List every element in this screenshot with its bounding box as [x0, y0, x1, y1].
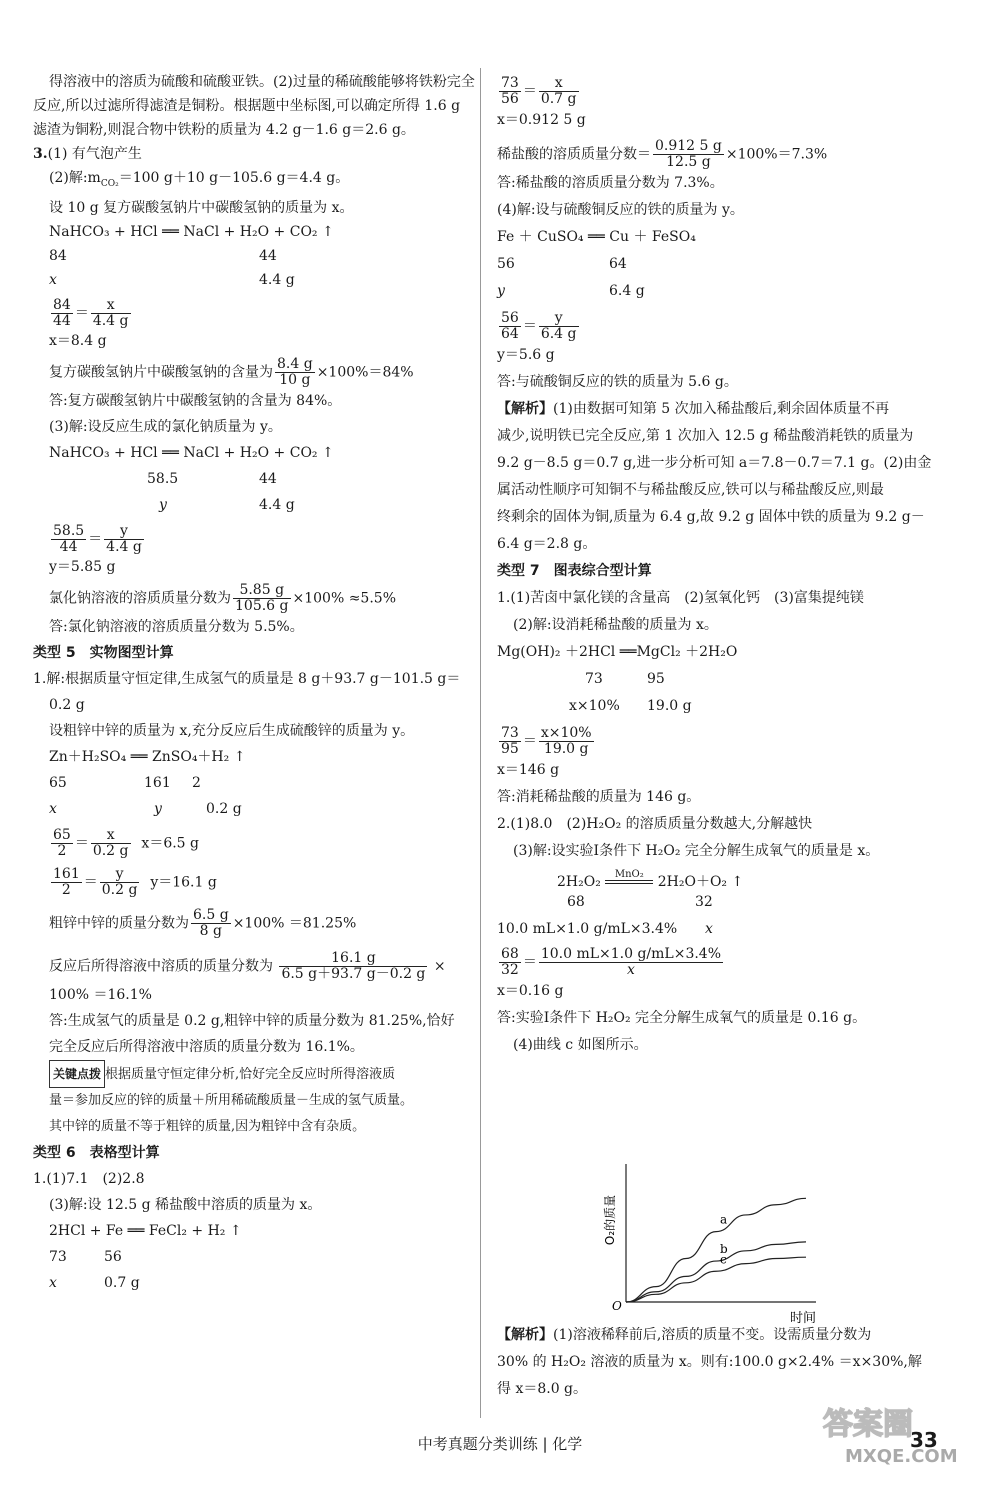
text: 氯化钠溶液的溶质质量分数为	[49, 590, 231, 607]
denominator: 64	[501, 326, 519, 342]
numerator: 6.5 g	[193, 906, 229, 923]
y-axis-label: O₂的质量	[603, 1194, 617, 1246]
text-line: (4)曲线 c 如图所示。	[513, 1037, 648, 1053]
equation-coef: 73	[585, 671, 603, 687]
equation-var: 10.0 mL×1.0 g/mL×3.4%	[497, 921, 678, 937]
numerator: 73	[501, 75, 519, 91]
text-line: 2.(1)8.0 (2)H₂O₂ 的溶质质量分数越大,分解越快	[497, 816, 813, 832]
equals: ＝	[83, 874, 98, 891]
text-line: 1.(1)7.1 (2)2.8	[33, 1170, 145, 1187]
fraction-equation	[497, 76, 927, 107]
text-line: (3)解:设实验Ⅰ条件下 H₂O₂ 完全分解生成氧气的质量是 x。	[513, 843, 880, 859]
equation: NaHCO₃ + HCl ══ NaCl + H₂O + CO₂ ↑	[49, 444, 334, 461]
equation-var: x	[705, 921, 713, 937]
fraction-equation	[33, 828, 463, 859]
svg-text:MXQE.COM: MXQE.COM	[845, 1446, 958, 1467]
equation-var: x×10%	[569, 698, 620, 714]
text-line: 设粗锌中锌的质量为 x,充分反应后生成硫酸锌的质量为 y。	[49, 722, 415, 739]
equation-var: 4.4 g	[259, 271, 295, 288]
fraction-equation	[33, 524, 463, 555]
numerator: 68	[501, 946, 519, 962]
text-line: 1.(1)苦卤中氯化镁的含量高 (2)氢氧化钙 (3)富集提纯镁	[497, 590, 864, 606]
section-heading: 类型 6 表格型计算	[33, 1144, 160, 1161]
text-line: 其中锌的质量不等于粗锌的质量,因为粗锌中含有杂质。	[49, 1118, 366, 1134]
fraction-equation	[33, 298, 463, 329]
equation-var: x	[49, 1274, 57, 1291]
equation-coef: 95	[647, 671, 665, 687]
text: ×100%＝7.3%	[725, 146, 828, 163]
text: 稀盐酸的溶质质量分数＝	[497, 146, 651, 163]
equals: ＝	[88, 531, 103, 548]
x-axis-label: 时间	[790, 1311, 817, 1325]
denominator: 44	[53, 312, 71, 329]
equation-coef: 84	[49, 247, 67, 264]
text-line: 得溶液中的溶质为硫酸和硫酸亚铁。(2)过量的稀硫酸能够将铁粉完全	[49, 74, 475, 90]
result-line: x＝146 g	[497, 762, 560, 778]
fraction-equation	[33, 867, 463, 898]
percent-line	[33, 908, 463, 939]
text-line: 0.2 g	[49, 696, 85, 713]
text: ×100%＝84%	[316, 364, 414, 381]
equation-coef: 2	[192, 774, 201, 791]
fraction-equation	[497, 311, 927, 342]
chart-curves	[626, 1198, 806, 1302]
numerator: 58.5	[53, 522, 85, 539]
numerator: 16.1 g	[279, 951, 427, 967]
equation-var: 0.2 g	[206, 800, 242, 817]
percent-line	[33, 357, 463, 388]
equation-coef: 44	[259, 247, 277, 264]
equation-coef: 68	[567, 894, 585, 910]
text-line: (1) 有气泡产生	[47, 146, 142, 162]
denominator: 4.4 g	[106, 538, 142, 555]
curve-label-c: c	[720, 1252, 727, 1267]
denominator: 19.0 g	[543, 741, 589, 757]
result-line: y＝5.85 g	[49, 558, 116, 575]
denominator: 12.5 g	[666, 154, 711, 170]
percent-line	[33, 583, 463, 614]
curve-c	[626, 1257, 806, 1302]
equation-coef: 65	[49, 774, 67, 791]
svg-text:答案圈: 答案圈	[823, 1407, 913, 1442]
percent-line	[33, 951, 463, 982]
column-divider	[480, 68, 481, 1418]
text-line: 量＝参加反应的锌的质量＋所用稀硫酸质量－生成的氢气质量。	[49, 1092, 414, 1108]
equals: ＝	[522, 954, 537, 971]
text: ×	[433, 958, 446, 975]
equation-catalyst	[497, 869, 927, 889]
text-line: (1)由数据可知第 5 次加入稀盐酸后,剩余固体质量不再	[553, 401, 890, 417]
left-column	[33, 70, 475, 1296]
denominator: 4.4 g	[92, 312, 129, 329]
result-line: x＝0.16 g	[497, 983, 564, 999]
analysis-tag: 【解析】	[497, 1327, 553, 1343]
equation-var: y	[159, 496, 167, 513]
text-line: (2)解:m	[49, 170, 101, 186]
answer-line: 答:氯化钠溶液的溶质质量分数为 5.5%。	[49, 618, 304, 635]
text-line: 终剩余的固体为铜,质量为 6.4 g,故 9.2 g 固体中铁的质量为 9.2 g－	[497, 509, 925, 525]
denominator: 8 g	[199, 922, 222, 939]
denominator: 56	[501, 91, 519, 107]
numerator: x×10%	[540, 725, 592, 741]
equals: ＝	[522, 83, 537, 100]
numerator: 10.0 mL×1.0 g/mL×3.4%	[540, 946, 722, 962]
equation-var: x	[49, 271, 57, 288]
question-number: 3.	[33, 146, 48, 162]
equation-right: 2H₂O＋O₂ ↑	[657, 874, 744, 890]
denominator: 0.2 g	[92, 842, 129, 859]
equation-coef: 58.5	[147, 470, 179, 487]
text-line: (4)解:设与硫酸铜反应的铁的质量为 y。	[497, 202, 744, 218]
answer-line: 答:与硫酸铜反应的铁的质量为 5.6 g。	[497, 374, 738, 390]
origin-label: O	[612, 1299, 622, 1313]
equation-var: 6.4 g	[609, 283, 645, 299]
result-line: y＝5.6 g	[497, 347, 555, 363]
numerator: 5.85 g	[233, 583, 291, 599]
text-line: (1)溶液稀释前后,溶质的质量不变。设需质量分数为	[553, 1327, 872, 1343]
equation-coef: 32	[695, 894, 713, 910]
analysis-tag: 【解析】	[497, 401, 553, 417]
text-line: 滤渣为铜粉,则混合物中铁粉的质量为 4.2 g－1.6 g＝2.6 g。	[33, 122, 415, 138]
text: 复方碳酸氢钠片中碳酸氢钠的含量为	[49, 364, 273, 381]
curve-label-b: b	[720, 1242, 728, 1257]
denominator: x	[626, 962, 635, 978]
numerator: 73	[501, 725, 519, 741]
denominator: 6.5 g＋93.7 g－0.2 g	[281, 965, 426, 982]
denominator: 6.4 g	[540, 326, 577, 342]
denominator: 0.2 g	[101, 881, 138, 898]
text-line: 反应,所以过滤所得滤渣是铜粉。根据题中坐标图,可以确定所得 1.6 g	[33, 98, 461, 114]
percent-line	[497, 139, 927, 170]
equation-left: 2H₂O₂	[557, 874, 601, 890]
fraction-equation	[497, 726, 927, 757]
o2-mass-chart	[578, 1150, 828, 1325]
answer-line: 答:稀盐酸的溶质质量分数为 7.3%。	[497, 175, 724, 191]
section-heading: 类型 5 实物图型计算	[33, 644, 174, 661]
text-line: 属活动性顺序可知铜不与稀盐酸反应,铁可以与稀盐酸反应,则最	[497, 482, 884, 498]
page-footer: 中考真题分类训练 | 化学	[417, 1435, 583, 1453]
denominator: 2	[61, 881, 71, 898]
subscript: CO₂	[100, 178, 119, 189]
text-line: 设 10 g 复方碳酸氢钠片中碳酸氢钠的质量为 x。	[49, 199, 354, 216]
equation-coef: 64	[609, 256, 627, 272]
fraction-equation	[497, 947, 927, 978]
denominator: 32	[501, 962, 519, 978]
equals: ＝	[522, 318, 537, 335]
denominator: 105.6 g	[235, 597, 289, 614]
equation-coef: 161	[144, 774, 171, 791]
equation-var: 4.4 g	[259, 496, 295, 513]
equation: Fe ＋ CuSO₄ ══ Cu ＋ FeSO₄	[497, 229, 696, 245]
numerator: 65	[53, 826, 71, 843]
text-line: ＝100 g＋10 g－105.6 g＝4.4 g。	[118, 170, 350, 186]
text-line: (3)解:设反应生成的氯化钠质量为 y。	[49, 418, 282, 435]
result: x＝6.5 g	[141, 835, 199, 852]
numerator: y	[539, 311, 579, 327]
text-line: 9.2 g－8.5 g＝0.7 g,进一步分析可知 a＝7.8－0.7＝7.1 g。(2)由金	[497, 455, 932, 471]
text-line: 30% 的 H₂O₂ 溶液的质量为 x。则有:100.0 g×2.4% ＝x×30%,解	[497, 1354, 922, 1370]
page-number: 33	[910, 1428, 938, 1452]
equation: Mg(OH)₂ ＋2HCl ══MgCl₂ ＋2H₂O	[497, 644, 738, 660]
text-line: 100% ＝16.1%	[49, 986, 152, 1003]
text-line: 根据质量守恒定律分析,恰好完全反应时所得溶液质	[105, 1066, 396, 1082]
text: 反应后所得溶液中溶质的质量分数为	[49, 958, 273, 975]
equation: Zn＋H₂SO₄ ══ ZnSO₄＋H₂ ↑	[49, 748, 246, 765]
equation-coef: 56	[104, 1248, 122, 1265]
watermark-logo	[815, 1392, 975, 1472]
equals: ＝	[522, 733, 537, 750]
numerator: 56	[501, 310, 519, 326]
numerator: y	[104, 524, 144, 540]
chart-axes	[626, 1164, 816, 1302]
numerator: 161	[53, 865, 80, 882]
catalyst-label: MnO₂	[614, 869, 644, 880]
numerator: y	[100, 867, 140, 883]
result-line: x＝8.4 g	[49, 332, 107, 349]
answer-line: 答:消耗稀盐酸的质量为 146 g。	[497, 789, 701, 805]
numerator: x	[91, 828, 131, 844]
equation-coef: 73	[49, 1248, 67, 1265]
text-line: 得 x＝8.0 g。	[497, 1381, 588, 1397]
equals-sign	[605, 880, 653, 884]
equation-coef: 56	[497, 256, 515, 272]
equation-var: 19.0 g	[647, 698, 692, 714]
numerator: 0.912 5 g	[655, 138, 722, 154]
curve-a	[626, 1198, 806, 1302]
numerator: 8.4 g	[277, 355, 313, 372]
answer-line: 完全反应后所得溶液中溶质的质量分数为 16.1%。	[49, 1038, 364, 1055]
answer-line: 答:生成氢气的质量是 0.2 g,粗锌中锌的质量分数为 81.25%,恰好	[49, 1012, 455, 1029]
denominator: 44	[59, 538, 78, 555]
numerator: x	[91, 298, 131, 314]
equation: NaHCO₃ + HCl ══ NaCl + H₂O + CO₂ ↑	[49, 223, 334, 240]
equals: ＝	[74, 835, 89, 852]
curve-b	[626, 1242, 806, 1302]
equation-var: y	[154, 800, 162, 817]
result: y＝16.1 g	[150, 874, 217, 891]
answer-line: 答:复方碳酸氢钠片中碳酸氢钠的含量为 84%。	[49, 392, 342, 409]
denominator: 95	[501, 741, 519, 757]
equation-var: x	[49, 800, 57, 817]
text: ×100% ≈5.5%	[292, 590, 397, 607]
text-line: 6.4 g＝2.8 g。	[497, 536, 597, 552]
text: 粗锌中锌的质量分数为	[49, 915, 189, 932]
denominator: 2	[57, 842, 67, 859]
key-point-tag: 关键点拨	[49, 1060, 105, 1088]
denominator: 10 g	[279, 371, 311, 388]
equation-coef: 44	[259, 470, 277, 487]
text-line: (2)解:设消耗稀盐酸的质量为 x。	[513, 617, 718, 633]
answer-line: 答:实验Ⅰ条件下 H₂O₂ 完全分解生成氧气的质量是 0.16 g。	[497, 1010, 867, 1026]
text: ×100% ＝81.25%	[232, 915, 357, 932]
text-line: 减少,说明铁已完全反应,第 1 次加入 12.5 g 稀盐酸消耗铁的质量为	[497, 428, 914, 444]
text-line: 1.解:根据质量守恒定律,生成氢气的质量是 8 g＋93.7 g－101.5 g＝	[33, 670, 461, 687]
equation-var: y	[497, 283, 505, 299]
denominator: 0.7 g	[540, 91, 577, 107]
curve-label-a: a	[720, 1212, 728, 1227]
numerator: x	[539, 76, 579, 92]
result-line: x＝0.912 5 g	[497, 112, 586, 128]
equation-var: 0.7 g	[104, 1274, 140, 1291]
numerator: 84	[53, 296, 71, 313]
equals: ＝	[74, 305, 89, 322]
text-line: (3)解:设 12.5 g 稀盐酸中溶质的质量为 x。	[49, 1196, 322, 1213]
equation: 2HCl + Fe ══ FeCl₂ + H₂ ↑	[49, 1222, 242, 1239]
section-heading: 类型 7 图表综合型计算	[497, 563, 652, 579]
